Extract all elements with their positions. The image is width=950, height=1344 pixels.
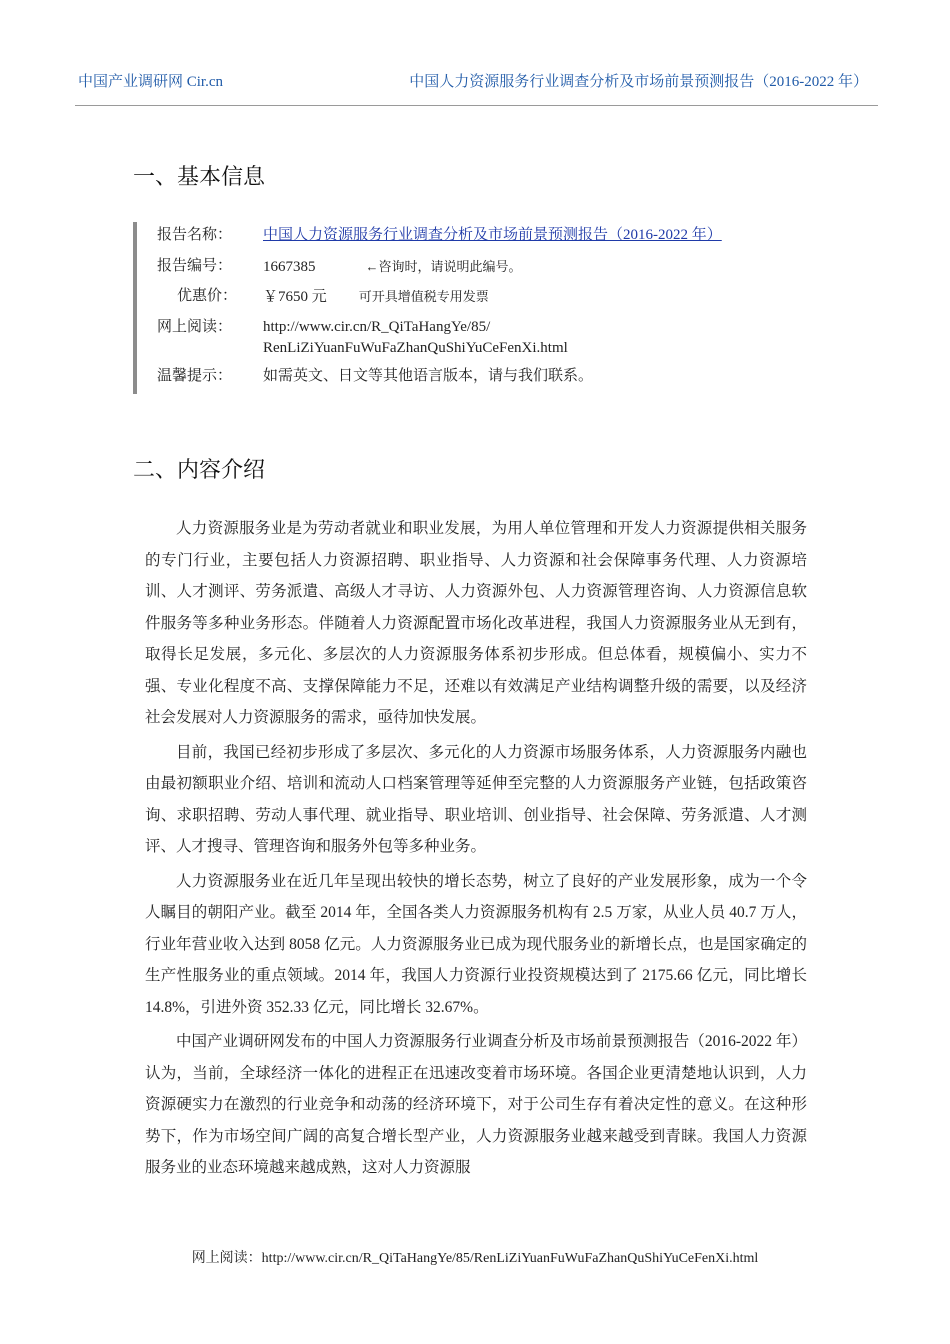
info-price-value-group — [263, 286, 489, 308]
content-body — [145, 513, 807, 1187]
info-label-tip: 温馨提示： — [157, 368, 233, 384]
paragraph-1: 人力资源服务业是为劳动者就业和职业发展，为用人单位管理和开发人力资源提供相关服务的专门行业，主要包括人力资源招聘、职业指导、人力资源和社会保障事务代理、人力资源培训、人才测评、劳务派遣、高级人才寻访、人力资源外包、人力资源管理咨询、人力资源信息软件服务等多种业务形态。伴随着人力资源配置市场化改革进程，我国人力资源服务业从无到有，取得长足发展，多元化、多层次的人力资源服务体系初步形成。但总体看，规模偏小、实力不强、专业化程度不高、支撑保障能力不足，还难以有效满足产业结构调整升级的需要，以及经济社会发展对人力资源服务的需求，亟待加快发展。 — [145, 520, 807, 726]
paragraph-3: 人力资源服务业在近几年呈现出较快的增长态势，树立了良好的产业发展形象，成为一个令人瞩目的朝阳产业。截至 2014 年，全国各类人力资源服务机构有 2.5 万家，从业人员 40.7 万人，行业年营业收入达到 8058 亿元。人力资源服务业已成为现代服务业的新增长点，也是国家确定的生产性服务业的重点领域。2014 年，我国人力资源行业投资规模达到了 2175.66 亿元，同比增长 14.8%，引进外资 352.33 亿元，同比增长 32.67%。 — [145, 872, 807, 1016]
report-code: 1667385 — [263, 259, 316, 275]
info-label-url: 网上阅读： — [157, 319, 233, 335]
price-note: 可开具增值税专用发票 — [358, 289, 489, 304]
info-label-name: 报告名称： — [157, 227, 233, 243]
info-label-code: 报告编号： — [157, 258, 233, 274]
info-label-price: 优惠价： — [176, 288, 237, 304]
header-divider — [75, 105, 878, 106]
online-url[interactable] — [263, 317, 568, 359]
paragraph-2: 目前，我国已经初步形成了多层次、多元化的人力资源市场服务体系，人力资源服务内融也由最初额职业介绍、培训和流动人口档案管理等延伸至完整的人力资源服务产业链，包括政策咨询、求职招聘、劳动人事代理、就业指导、职业培训、创业指导、社会保障、劳务派遣、人才测评、人才搜寻、管理咨询和服务外包等多种业务。 — [145, 743, 807, 855]
header-site-name[interactable]: 中国产业调研网 Cir.cn — [78, 74, 223, 90]
price-value: ￥7650 元 — [263, 289, 327, 305]
info-box — [133, 222, 837, 394]
report-name-link[interactable]: 中国人力资源服务行业调查分析及市场前景预测报告（2016-2022 年） — [263, 227, 722, 243]
tip-value: 如需英文、日文等其他语言版本，请与我们联系。 — [263, 368, 594, 384]
header-report-title[interactable]: 中国人力资源服务行业调查分析及市场前景预测报告（2016-2022 年） — [409, 74, 868, 90]
paragraph-4: 中国产业调研网发布的中国人力资源服务行业调查分析及市场前景预测报告（2016-2022 年）认为，当前，全球经济一体化的进程正在迅速改变着市场环境。各国企业更清楚地认识到，人力资源硬实力在激烈的行业竞争和动荡的经济环境下，对于公司生存有着决定性的意义。在这种形势下，作为市场空间广阔的高复合增长型产业，人力资源服务业越来越受到青睐。我国人力资源服务业的业态环境越来越成熟，这对人力资源服 — [145, 1033, 807, 1176]
section-title-basic-info: 一、基本信息 — [133, 165, 266, 190]
online-url-line1[interactable]: http://www.cir.cn/R_QiTaHangYe/85/ — [263, 319, 491, 335]
section-title-content-intro: 二、内容介绍 — [133, 458, 266, 483]
code-note: ←咨询时，请说明此编号。 — [365, 259, 522, 274]
online-url-line2[interactable]: RenLiZiYuanFuWuFaZhanQuShiYuCeFenXi.html — [263, 340, 568, 356]
info-code-value-group — [263, 256, 522, 278]
footer-online-url[interactable]: 网上阅读：http://www.cir.cn/R_QiTaHangYe/85/RenLiZiYuanFuWuFaZhanQuShiYuCeFenXi.html — [191, 1251, 759, 1266]
